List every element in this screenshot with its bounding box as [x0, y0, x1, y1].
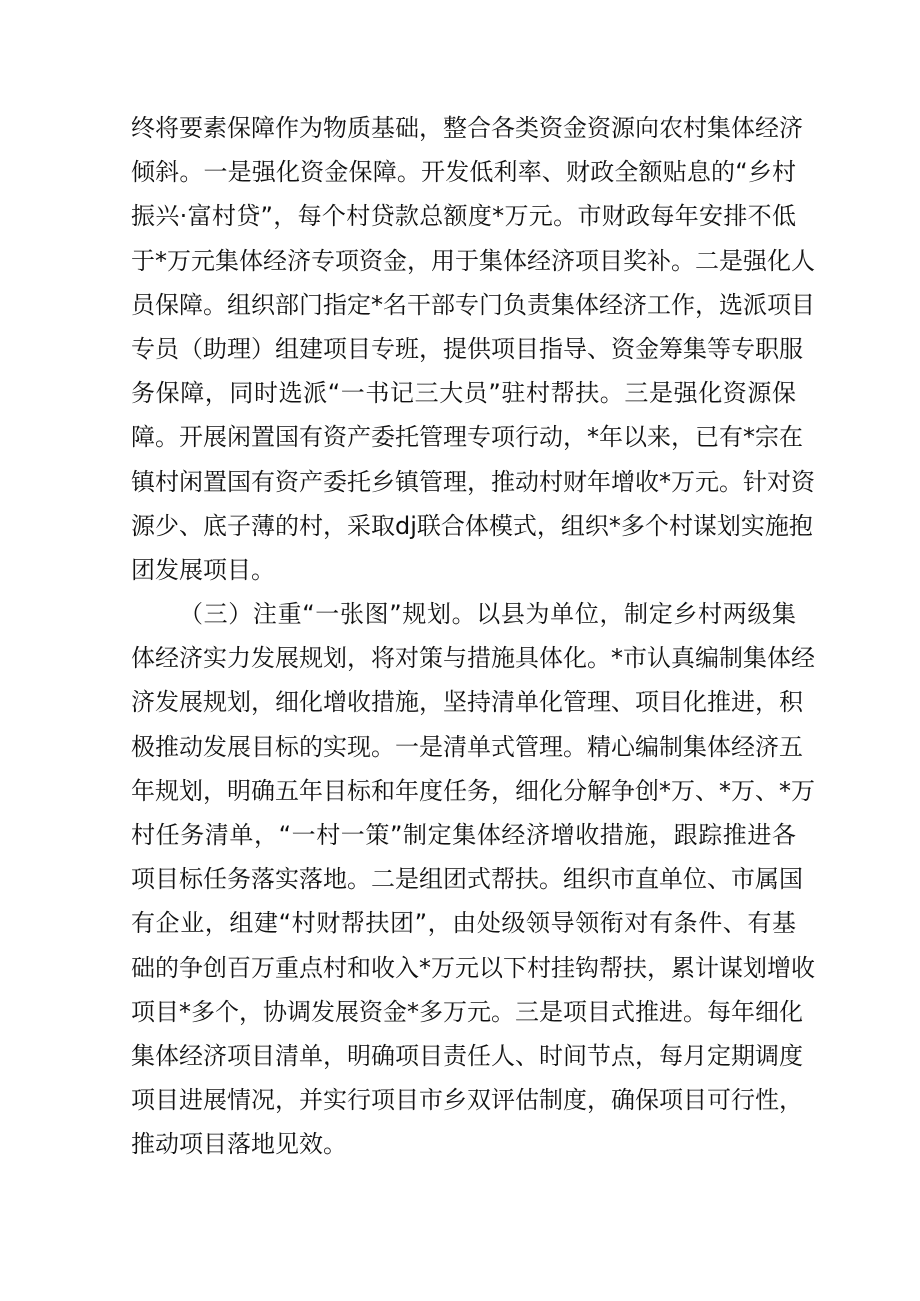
- document-body: [131, 106, 815, 1167]
- paragraph-2-line-6: 村任务清单，“一村一策”制定集体经济增收措施，跟踪推进各: [131, 821, 796, 849]
- paragraph-1-line-8: 障。开展闲置国有资产委托管理专项行动，*年以来，已有*宗在: [131, 423, 803, 452]
- paragraph-1-line-6: 专员（助理）组建项目专班，提供项目指导、资金筹集等专职服: [131, 334, 803, 363]
- paragraph-2-line-9: 础的争创百万重点村和收入*万元以下村挂钩帮扶，累计谋划增收: [131, 953, 815, 982]
- paragraph-2-line-10: 项目*多个，协调发展资金*多万元。三是项目式推进。每年细化: [131, 997, 803, 1026]
- paragraph-1-line-11: 团发展项目。: [131, 555, 275, 584]
- paragraph-2-line-12: 项目进展情况，并实行项目市乡双评估制度，确保项目可行性，: [131, 1086, 803, 1115]
- paragraph-1-line-10: 源少、底子薄的村，采取dj联合体模式，组织*多个村谋划实施抱: [131, 511, 813, 540]
- paragraph-1-line-4: 于*万元集体经济专项资金，用于集体经济项目奖补。二是强化人: [131, 246, 815, 275]
- paragraph-2-line-11: 集体经济项目清单，明确项目责任人、时间节点，每月定期调度: [131, 1041, 803, 1070]
- paragraph-1-line-1: 终将要素保障作为物质基础，整合各类资金资源向农村集体经济: [131, 114, 803, 142]
- paragraph-1: [131, 106, 815, 592]
- paragraph-2-line-3: 济发展规划，细化增收措施，坚持清单化管理、项目化推进，积: [131, 688, 803, 717]
- paragraph-1-line-2: 倾斜。一是强化资金保障。开发低利率、财政全额贴息的“乡村: [131, 158, 796, 187]
- paragraph-1-line-3: 振兴·富村贷”，每个村贷款总额度*万元。市财政每年安排不低: [131, 202, 796, 231]
- paragraph-1-line-7: 务保障，同时选派“一书记三大员”驻村帮扶。三是强化资源保: [131, 379, 796, 408]
- paragraph-2: [131, 592, 815, 1166]
- paragraph-2-line-5: 年规划，明确五年目标和年度任务，细化分解争创*万、*万、*万: [131, 776, 815, 805]
- paragraph-2-line-4: 极推动发展目标的实现。一是清单式管理。精心编制集体经济五: [131, 732, 803, 761]
- paragraph-2-line-2: 体经济实力发展规划，将对策与措施具体化。*市认真编制集体经: [131, 644, 815, 673]
- paragraph-2-line-8: 有企业，组建“村财帮扶团”，由处级领导领衔对有条件、有基: [131, 909, 796, 938]
- paragraph-2-line-1: （三）注重“一张图”规划。以县为单位，制定乡村两级集: [179, 600, 796, 629]
- paragraph-1-line-9: 镇村闲置国有资产委托乡镇管理，推动村财年增收*万元。针对资: [131, 467, 815, 496]
- paragraph-1-line-5: 员保障。组织部门指定*名干部专门负责集体经济工作，选派项目: [131, 290, 815, 319]
- paragraph-2-line-7: 项目标任务落实落地。二是组团式帮扶。组织市直单位、市属国: [131, 865, 803, 894]
- paragraph-2-line-13: 推动项目落地见效。: [131, 1130, 347, 1159]
